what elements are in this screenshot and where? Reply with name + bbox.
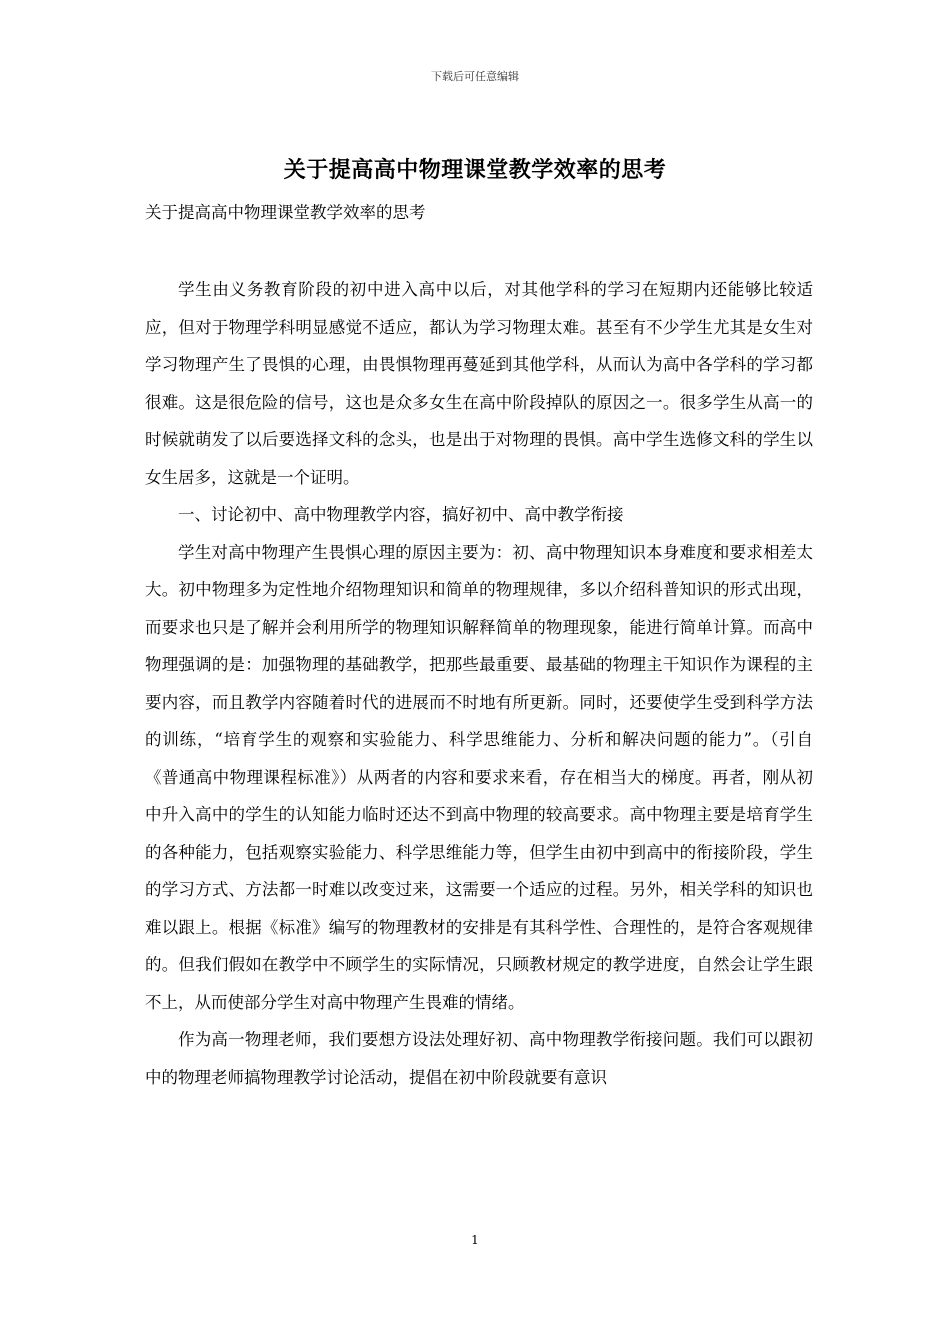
- document-title: 关于提高高中物理课堂教学效率的思考: [283, 157, 667, 183]
- header-note: 下载后可任意编辑: [431, 70, 519, 83]
- document-body: [145, 271, 813, 1096]
- paragraph: 学生由义务教育阶段的初中进入高中以后，对其他学科的学习在短期内还能够比较适应，但对于物理学科明显感觉不适应，都认为学习物理太难。甚至有不少学生尤其是女生对学习物理产生了畏惧的心理，由畏惧物理再蔓延到其他学科，从而认为高中各学科的学习都很难。这是很危险的信号，这也是众多女生在高中阶段掉队的原因之一。很多学生从高一的时候就萌发了以后要选择文科的念头，也是出于对物理的畏惧。高中学生选修文科的学生以女生居多，这就是一个证明。: [145, 280, 813, 487]
- paragraph: 作为高一物理老师，我们要想方设法处理好初、高中物理教学衔接问题。我们可以跟初中的物理老师搞物理教学讨论活动，提倡在初中阶段就要有意识: [145, 1030, 813, 1087]
- section-heading: 一、讨论初中、高中物理教学内容，搞好初中、高中教学衔接: [178, 505, 624, 524]
- page-number: 1: [471, 1233, 479, 1247]
- paragraph: 学生对高中物理产生畏惧心理的原因主要为：初、高中物理知识本身难度和要求相差太大。初中物理多为定性地介绍物理知识和简单的物理规律，多以介绍科普知识的形式出现，而要求也只是了解并会利用所学的物理知识解释简单的物理现象，能进行简单计算。而高中物理强调的是：加强物理的基础教学，把那些最重要、最基础的物理主干知识作为课程的主要内容，而且教学内容随着时代的进展而不时地有所更新。同时，还要使学生受到科学方法的训练，“培育学生的观察和实验能力、科学思维能力、分析和解决问题的能力”。（引自《普通高中物理课程标准》）从两者的内容和要求来看，存在相当大的梯度。再者，刚从初中升入高中的学生的认知能力临时还达不到高中物理的较高要求。高中物理主要是培育学生的各种能力，包括观察实验能力、科学思维能力等，但学生由初中到高中的衔接阶段，学生的学习方式、方法都一时难以改变过来，这需要一个适应的过程。另外，相关学科的知识也难以跟上。根据《标准》编写的物理教材的安排是有其科学性、合理性的，是符合客观规律的。但我们假如在教学中不顾学生的实际情况，只顾教材规定的教学进度，自然会让学生跟不上，从而使部分学生对高中物理产生畏难的情绪。: [145, 542, 813, 1012]
- document-subtitle: 关于提高高中物理课堂教学效率的思考: [145, 203, 426, 222]
